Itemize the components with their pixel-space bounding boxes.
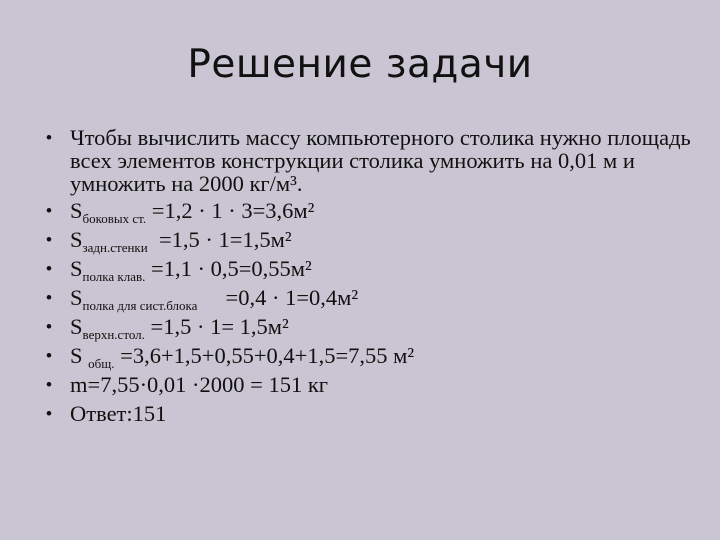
formula-subscript: верхн.стол. — [82, 327, 145, 342]
formula-expression: =3,6+1,5+0,55+0,4+1,5=7,55 м² — [114, 343, 415, 368]
formula-subscript: общ. — [88, 356, 115, 371]
bullet-item-table-top — [46, 314, 696, 342]
formula-symbol: S — [70, 343, 89, 368]
bullet-icon: • — [46, 230, 52, 249]
bullet-icon: • — [46, 375, 52, 394]
formula-symbol: S — [70, 198, 83, 223]
answer-text: Ответ:151 — [70, 401, 167, 426]
bullet-icon: • — [46, 317, 52, 336]
formula-expression: =1,1 · 0,5=0,55м² — [145, 256, 312, 281]
instruction-text: Чтобы вычислить массу компьютерного столика нужно площадь всех элементов конструкции столика умножить на 0,01 м и умножить на 2000 кг/м³. — [70, 125, 691, 196]
formula-subscript: полка клав. — [82, 269, 146, 284]
formula-expression: =0,4 · 1=0,4м² — [197, 285, 359, 310]
slide-title: Решение задачи — [187, 42, 533, 87]
bullet-item-instruction — [46, 126, 696, 195]
formula-expression: =1,5 · 1=1,5м² — [147, 227, 292, 252]
bullet-icon: • — [46, 404, 52, 423]
bullet-item-mass — [46, 373, 696, 397]
bullet-icon: • — [46, 128, 52, 147]
bullet-icon: • — [46, 259, 52, 278]
bullet-item-system-unit-shelf — [46, 285, 696, 313]
bullet-icon: • — [46, 346, 52, 365]
formula-symbol: S — [70, 285, 83, 310]
formula-subscript: задн.стенки — [82, 240, 148, 255]
bullet-item-answer — [46, 402, 696, 426]
bullet-item-total-area — [46, 343, 696, 371]
bullet-item-keyboard-shelf — [46, 256, 696, 284]
formula-subscript: боковых ст. — [82, 211, 147, 226]
formula-expression: =1,2 · 1 · 3=3,6м² — [146, 198, 315, 223]
formula-symbol: S — [70, 256, 83, 281]
bullet-icon: • — [46, 201, 52, 220]
mass-formula: m=7,55·0,01 ·2000 = 151 кг — [70, 372, 329, 397]
formula-subscript: полка для сист.блока — [82, 298, 198, 313]
formula-symbol: S — [70, 227, 83, 252]
formula-expression: =1,5 · 1= 1,5м² — [144, 314, 289, 339]
bullet-item-back-wall — [46, 227, 696, 255]
bullet-icon: • — [46, 288, 52, 307]
bullet-item-side-walls — [46, 198, 696, 226]
bullet-list — [46, 126, 696, 431]
formula-symbol: S — [70, 314, 83, 339]
